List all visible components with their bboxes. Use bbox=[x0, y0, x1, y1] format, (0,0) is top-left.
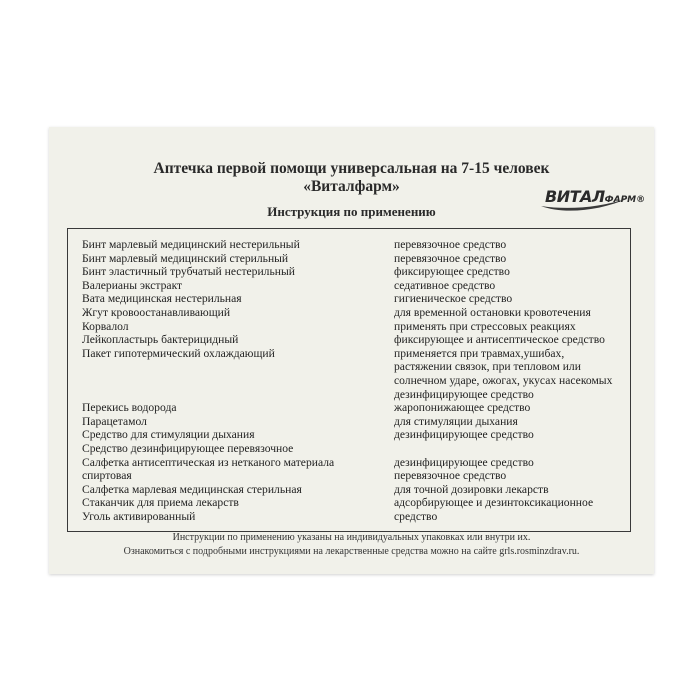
item-purpose: фиксирующее и антисептическое средство bbox=[394, 333, 605, 347]
item-purpose: дезинфицирующее средство bbox=[394, 428, 534, 442]
item-purpose: перевязочное средство bbox=[394, 251, 507, 265]
document-title-brand: «Виталфарм» bbox=[303, 178, 400, 195]
item-purpose: перевязочное средство bbox=[394, 469, 507, 483]
item-purpose bbox=[394, 442, 630, 456]
item-name: Салфетка марлевая медицинская стерильная bbox=[82, 482, 302, 496]
logo-suffix: ФАРМ bbox=[604, 195, 637, 205]
item-name: Бинт марлевый медицинский стерильный bbox=[82, 251, 289, 265]
item-name: Средство дезинфицирующее перевязочное bbox=[82, 441, 294, 455]
item-name: Бинт марлевый медицинский нестерильный bbox=[82, 238, 300, 251]
item-purpose: дезинфицирующее средство bbox=[394, 387, 534, 401]
item-name: Валерианы экстракт bbox=[82, 278, 183, 292]
item-purpose: применять при стрессовых реакциях bbox=[394, 319, 576, 333]
logo-main: ВИТАЛ bbox=[545, 187, 605, 206]
instruction-sheet bbox=[49, 127, 654, 574]
item-purpose: для временной остановки кровотечения bbox=[394, 305, 591, 319]
items-purpose-column bbox=[394, 238, 630, 523]
items-table bbox=[67, 228, 631, 532]
item-name: Пакет гипотермический охлаждающий bbox=[82, 346, 275, 360]
document-subtitle: Инструкция по применению bbox=[267, 204, 436, 219]
item-purpose: дезинфицирующее средство bbox=[394, 455, 534, 469]
footer-website-note: Ознакомиться с подробными инструкциями на лекарственные средства можно на сайте grls.rosminzdrav.ru. bbox=[123, 546, 580, 557]
item-purpose: перевязочное средство bbox=[394, 238, 507, 251]
item-purpose: фиксирующее средство bbox=[394, 265, 510, 279]
item-name: Стаканчик для приема лекарств bbox=[82, 496, 239, 510]
item-purpose: седативное средство bbox=[394, 278, 496, 292]
footer-note: Инструкции по применению указаны на индивидуальных упаковках или внутри их. bbox=[172, 532, 531, 543]
item-name: Салфетка антисептическая из нетканого материала bbox=[82, 455, 335, 469]
item-purpose: адсорбирующее и дезинтоксикационное bbox=[394, 496, 594, 510]
item-name: Бинт эластичный трубчатый нестерильный bbox=[82, 265, 295, 279]
document-title: Аптечка первой помощи универсальная на 7-15 человек bbox=[153, 160, 550, 177]
items-names-column bbox=[82, 238, 382, 537]
item-purpose: средство bbox=[394, 509, 438, 523]
item-name: Уголь активированный bbox=[82, 509, 196, 523]
item-purpose: растяжении связок, при тепловом или bbox=[394, 360, 581, 374]
logo-registered: ® bbox=[636, 195, 646, 205]
item-name: спиртовая bbox=[82, 469, 132, 483]
item-name: Средство для стимуляции дыхания bbox=[82, 428, 255, 442]
item-name: Лейкопластырь бактерицидный bbox=[82, 333, 239, 347]
item-name: Вата медицинская нестерильная bbox=[82, 292, 242, 306]
item-name: Корвалол bbox=[82, 319, 129, 333]
item-purpose: солнечном ударе, ожогах, укусах насекомых bbox=[394, 373, 613, 387]
item-name bbox=[82, 374, 382, 388]
item-name: Перекись водорода bbox=[82, 401, 177, 415]
item-purpose: для точной дозировки лекарств bbox=[394, 482, 549, 496]
item-purpose: для стимуляции дыхания bbox=[394, 414, 518, 428]
item-name: Жгут кровоостанавливающий bbox=[82, 305, 231, 319]
item-name bbox=[82, 388, 382, 402]
item-name bbox=[82, 360, 382, 374]
item-purpose: гигиеническое средство bbox=[394, 292, 513, 306]
item-name: Парацетамол bbox=[82, 414, 147, 428]
item-purpose: применяется при травмах,ушибах, bbox=[394, 346, 565, 360]
item-purpose: жаропонижающее средство bbox=[394, 401, 531, 415]
